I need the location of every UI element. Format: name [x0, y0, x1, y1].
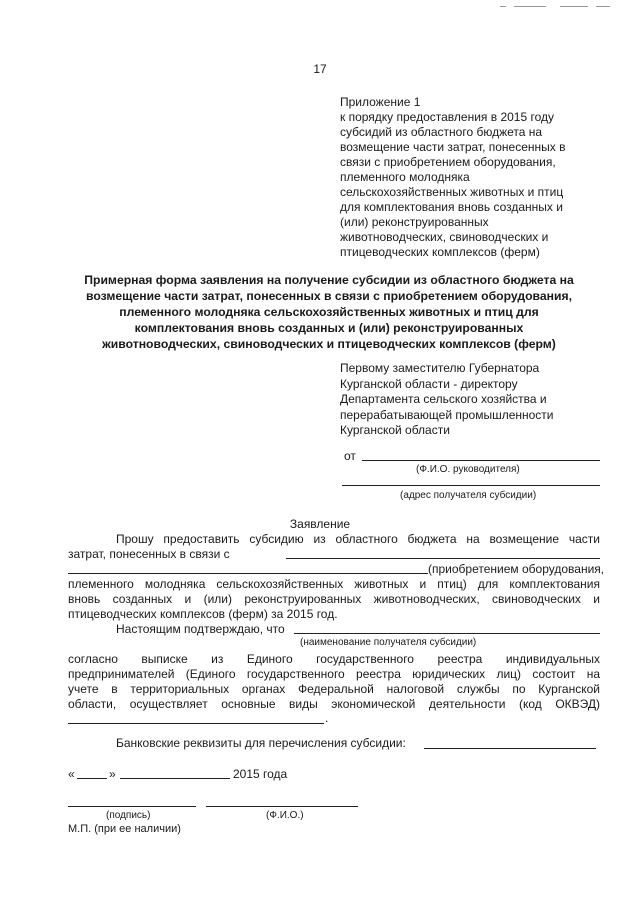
statement-line: (приобретением оборудования,	[428, 562, 605, 576]
date-close-quote: »	[109, 767, 116, 781]
appendix-line: птицеводческих комплексов (ферм)	[340, 245, 540, 259]
addressee-line: Курганской области	[340, 423, 450, 437]
addressee-line: Департамента сельского хозяйства и	[340, 392, 547, 406]
statement-line: согласно выписке из Единого государственного реестра индивидуальных	[68, 652, 600, 666]
signer-name-field[interactable]	[206, 806, 358, 807]
recipient-name-caption: (наименование получателя субсидии)	[300, 637, 477, 648]
appendix-line: сельскохозяйственных животных и птиц	[340, 185, 564, 199]
signature-field[interactable]	[68, 806, 196, 807]
statement-line: затрат, понесенных в связи с	[68, 547, 230, 561]
form-title-line: возмещение части затрат, понесенных в связи с приобретением оборудования,	[85, 289, 572, 303]
head-name-caption: (Ф.И.О. руководителя)	[416, 464, 520, 475]
statement-line: области, осуществляет основные виды экономической деятельности (код ОКВЭД)	[68, 697, 600, 711]
signer-name-caption: (Ф.И.О.)	[266, 810, 304, 821]
okved-end: .	[325, 711, 329, 725]
signature-caption: (подпись)	[106, 810, 151, 821]
statement-line: предпринимателей (Единого государственного реестра юридических лиц) состоит на	[68, 667, 600, 681]
statement-line: учете в территориальных органах Федеральной налоговой службы по Курганской	[68, 682, 600, 696]
date-day-field[interactable]	[77, 778, 107, 779]
recipient-address-field[interactable]	[342, 485, 600, 486]
statement-line: птицеводческих комплексов (ферм) за 2015 год.	[68, 607, 338, 621]
seal-note: М.П. (при ее наличии)	[68, 823, 181, 835]
form-title	[64, 272, 594, 352]
recipient-address-caption: (адрес получателя субсидии)	[400, 490, 537, 501]
date-month-field[interactable]	[120, 778, 230, 779]
scan-marks	[500, 6, 610, 8]
addressee-line: Первому заместителю Губернатора	[340, 361, 540, 375]
date-year-text: 2015 года	[233, 767, 288, 781]
statement-heading: Заявление	[289, 517, 351, 531]
addressee-block	[340, 361, 600, 439]
addressee-line: Курганской области - директору	[340, 376, 518, 391]
recipient-name-field[interactable]	[294, 633, 600, 634]
bank-details-label: Банковские реквизиты для перечисления субсидии:	[116, 736, 406, 750]
appendix-line: Приложение 1	[340, 95, 421, 109]
appendix-line: животноводческих, свиноводческих и	[340, 230, 549, 244]
form-title-line: комплектования вновь созданных и (или) реконструированных	[134, 321, 524, 335]
form-title-line: животноводческих, свиноводческих и птицеводческих комплексов (ферм)	[102, 337, 556, 351]
okved-field[interactable]	[68, 723, 324, 724]
from-label: от	[344, 449, 356, 463]
date-open-quote: «	[68, 767, 75, 781]
expense-purpose-field[interactable]	[286, 558, 600, 559]
bank-details-field[interactable]	[424, 748, 596, 749]
appendix-line: возмещение части затрат, понесенных в	[340, 140, 566, 154]
statement-line: вновь созданных и (или) реконструированных животноводческих, свиноводческих и	[68, 592, 600, 606]
appendix-block	[340, 95, 590, 260]
confirm-text: Настоящим подтверждаю, что	[116, 622, 285, 636]
statement-line: Прошу предоставить субсидию из областного бюджета на возмещение части	[116, 532, 600, 546]
head-name-field[interactable]	[362, 460, 600, 461]
appendix-line: племенного молодняка	[340, 170, 470, 184]
appendix-line: к порядку предоставления в 2015 году	[340, 110, 555, 124]
form-title-line: Примерная форма заявления на получение субсидии из областного бюджета на	[84, 273, 574, 287]
form-title-line: племенного молодняка сельскохозяйственных животных и птиц для	[119, 305, 539, 319]
appendix-line: субсидий из областного бюджета на	[340, 125, 543, 139]
addressee-line: перерабатывающей промышленности	[340, 407, 554, 422]
appendix-line: связи с приобретением оборудования,	[340, 155, 556, 169]
statement-line: племенного молодняка сельскохозяйственных животных и птиц) для комплектования	[68, 577, 600, 591]
appendix-line: для комплектования вновь созданных и	[340, 200, 563, 214]
page-number: 17	[313, 62, 327, 76]
expense-purpose-field-continued[interactable]	[68, 573, 428, 574]
appendix-line: (или) реконструированных	[340, 215, 489, 229]
